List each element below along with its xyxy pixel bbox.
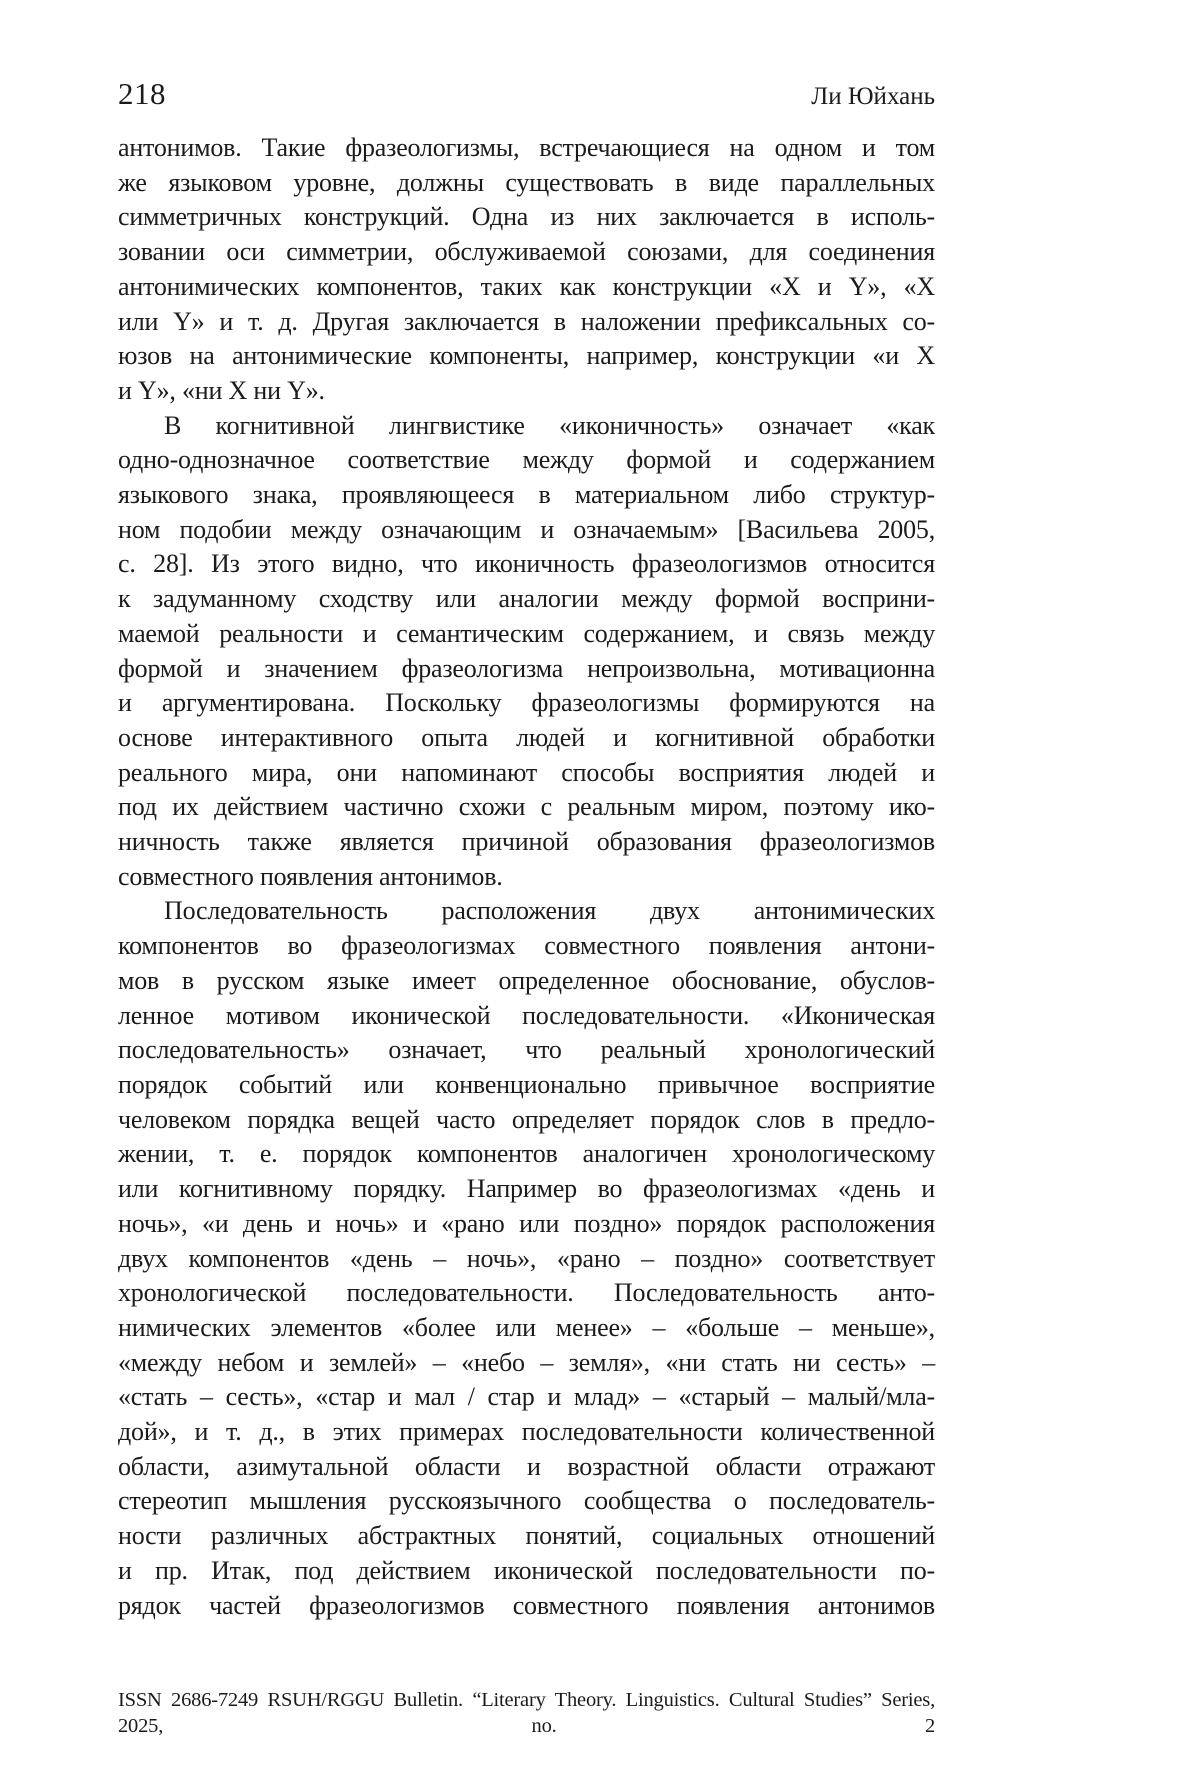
text-line: зовании оси симметрии, обслуживаемой союзами, для соединения (118, 237, 935, 267)
text-line: Последовательность расположения двух антонимических (164, 896, 935, 926)
text-line: «между небом и землей» – «небо – земля», «ни стать ни сесть» – (118, 1347, 935, 1377)
text-line: нимических элементов «более или менее» – «больше – меньше», (118, 1312, 935, 1342)
text-line: и Y», «ни X ни Y». (118, 375, 325, 405)
text-line: антонимов. Такие фразеологизмы, встречающиеся на одном и том (118, 133, 935, 162)
text-line: одно-однозначное соответствие между формой и содержанием (118, 445, 935, 475)
text-line: рядок частей фразеологизмов совместного появления антонимов (118, 1590, 935, 1620)
text-line: и аргументирована. Поскольку фразеологизмы формируются на (118, 688, 935, 718)
text-line: «стать – сесть», «стар и мал / стар и млад» – «старый – малый/мла- (118, 1382, 935, 1412)
text-line: мов в русском языке имеет определенное обоснование, обуслов- (118, 965, 935, 995)
text-line: под их действием частично схожи с реальным миром, поэтому ико- (118, 792, 935, 822)
text-line: стереотип мышления русскоязычного сообщества о последователь- (118, 1486, 935, 1516)
text-line: симметричных конструкций. Одна из них заключается в исполь- (118, 202, 935, 232)
text-line: реального мира, они напоминают способы восприятия людей и (118, 757, 935, 787)
text-line: порядок событий или конвенционально привычное восприятие (118, 1069, 935, 1099)
paragraph (118, 894, 935, 1623)
text-line: В когнитивной лингвистике «иконичность» означает «как (164, 410, 935, 440)
text-line: формой и значением фразеологизма непроизвольна, мотивационна (118, 653, 935, 683)
text-line: или Y» и т. д. Другая заключается в наложении префиксальных со- (118, 306, 935, 336)
paragraph (118, 409, 935, 895)
text-line: ном подобии между означающим и означаемым» [Васильева 2005, (118, 514, 935, 544)
text-line: двух компонентов «день – ночь», «рано – поздно» соответствует (118, 1243, 935, 1273)
text-line: антонимических компонентов, таких как конструкции «X и Y», «X (118, 271, 935, 301)
page-number: 218 (118, 76, 166, 111)
text-line: ничность также является причиной образования фразеологизмов (118, 827, 935, 857)
paragraph (118, 131, 935, 409)
text-line: области, азимутальной области и возрастной области отражают (118, 1451, 935, 1481)
text-line: последовательность» означает, что реальный хронологический (118, 1035, 935, 1065)
text-line: маемой реальности и семантическим содержанием, и связь между (118, 618, 935, 648)
text-line: и пр. Итак, под действием иконической последовательности по- (118, 1555, 935, 1585)
text-line: с. 28]. Из этого видно, что иконичность фразеологизмов относится (118, 549, 935, 579)
text-line: ленное мотивом иконической последовательности. «Иконическая (118, 1000, 935, 1030)
text-line: хронологической последовательности. Последовательность анто- (118, 1278, 935, 1308)
text-line: ночь», «и день и ночь» и «рано или поздно» порядок расположения (118, 1208, 935, 1238)
text-line: или когнитивному порядку. Например во фразеологизмах «день и (118, 1174, 935, 1204)
text-line: языкового знака, проявляющееся в материальном либо структур- (118, 480, 935, 510)
text-line: человеком порядка вещей часто определяет порядок слов в предло- (118, 1104, 935, 1134)
article-body (118, 131, 935, 1623)
text-line: основе интерактивного опыта людей и когнитивной обработки (118, 722, 935, 752)
text-line: ности различных абстрактных понятий, социальных отношений (118, 1521, 935, 1551)
text-line: же языковом уровне, должны существовать в виде параллельных (118, 167, 935, 197)
text-line: юзов на антонимические компоненты, например, конструкции «и X (118, 341, 935, 371)
text-line: дой», и т. д., в этих примерах последовательности количественной (118, 1417, 935, 1447)
text-line: к задуманному сходству или аналогии между формой восприни- (118, 584, 935, 614)
text-line: совместного появления антонимов. (118, 861, 503, 891)
text-line: жении, т. е. порядок компонентов аналогичен хронологическому (118, 1139, 935, 1169)
running-head (118, 76, 935, 112)
text-line: компонентов во фразеологизмах совместного появления антони- (118, 931, 935, 961)
journal-footer-line: ISSN 2686-7249 RSUH/RGGU Bulletin. “Literary Theory. Linguistics. Cultural Studies” Series, 2025, no. 2 (118, 1689, 935, 1737)
running-head-author: Ли Юйхань (811, 83, 935, 110)
